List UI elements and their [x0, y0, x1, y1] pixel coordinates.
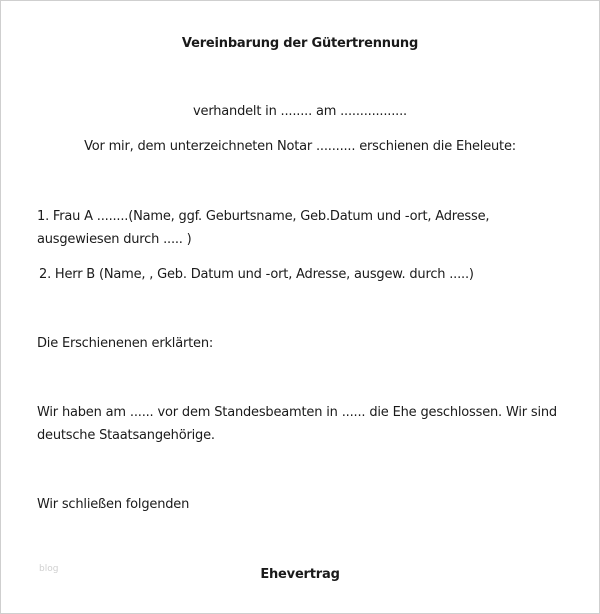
party-1: 1. Frau A ........(Name, ggf. Geburtsname, Geb.Datum und -ort, Adresse, ausgewiesen durch ..... ) [37, 209, 490, 247]
contract-title: Ehevertrag [260, 567, 340, 582]
conclude-line: Wir schließen folgenden [37, 497, 190, 512]
negotiated-line: verhandelt in ........ am ................. [193, 104, 407, 119]
notary-line: Vor mir, dem unterzeichneten Notar .......... erschienen die Eheleute: [84, 139, 516, 154]
watermark: blog [39, 564, 59, 574]
declared-line: Die Erschienenen erklärten: [37, 336, 214, 351]
party-2: 2. Herr B (Name, , Geb. Datum und -ort, Adresse, ausgew. durch .....) [39, 267, 474, 282]
marriage-statement: Wir haben am ...... vor dem Standesbeamten in ...... die Ehe geschlossen. Wir sind deutsche Staatsangehörige. [37, 405, 557, 443]
document-title: Vereinbarung der Gütertrennung [181, 36, 419, 51]
